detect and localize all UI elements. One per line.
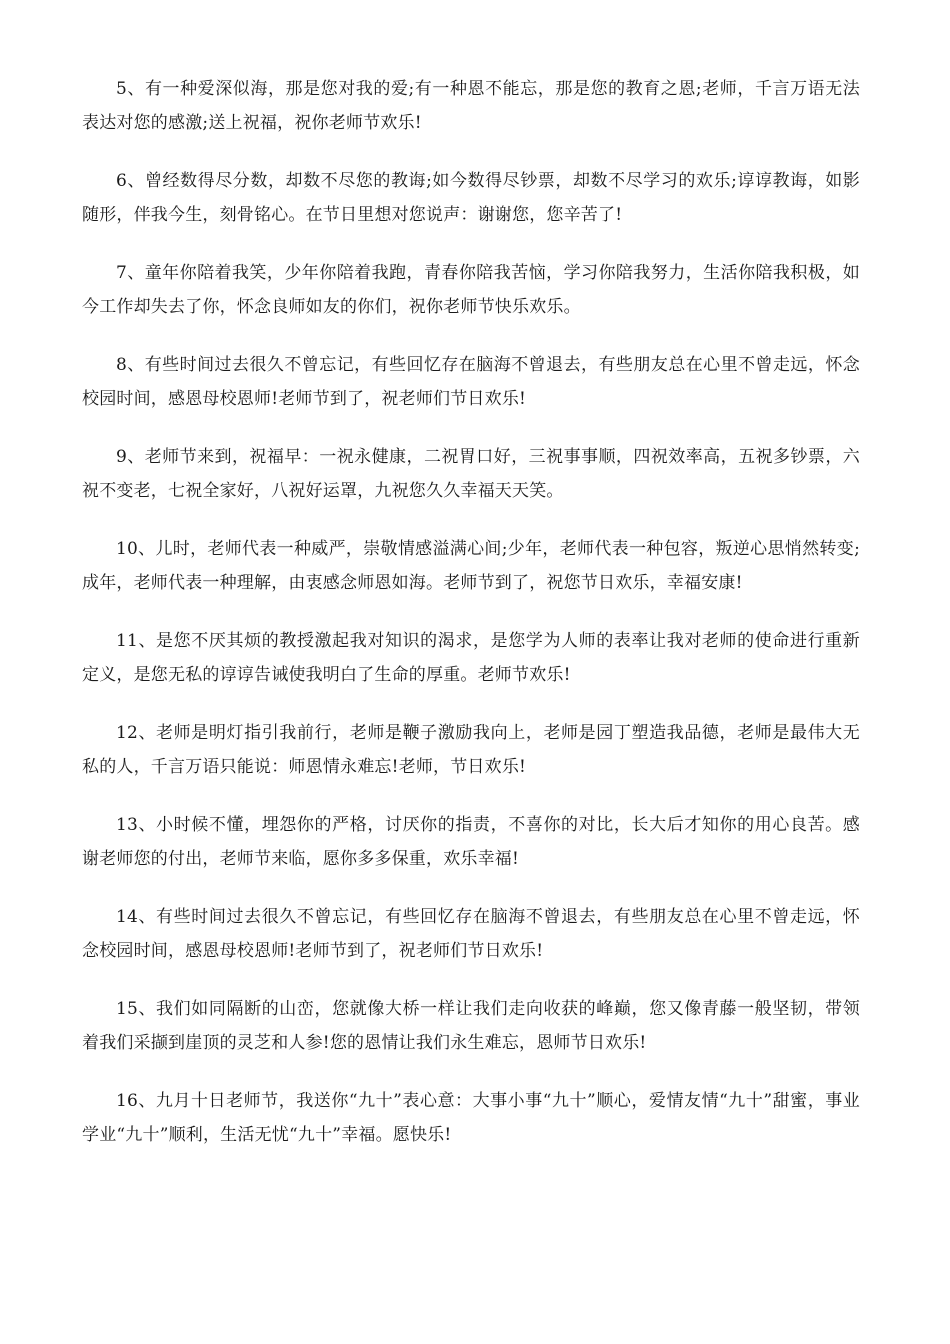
paragraph-13: 13、小时候不懂，埋怨你的严格，讨厌你的指责，不喜你的对比，长大后才知你的用心良苦。感谢老师您的付出，老师节来临，愿你多多保重，欢乐幸福! [82,815,860,869]
paragraph-6: 6、曾经数得尽分数，却数不尽您的教诲;如今数得尽钞票，却数不尽学习的欢乐;谆谆教诲，如影随形，伴我今生，刻骨铭心。在节日里想对您说声：谢谢您，您辛苦了! [82,171,860,225]
paragraph-12: 12、老师是明灯指引我前行，老师是鞭子激励我向上，老师是园丁塑造我品德，老师是最伟大无私的人，千言万语只能说：师恩情永难忘!老师，节日欢乐! [82,723,860,777]
paragraph-9: 9、老师节来到，祝福早：一祝永健康，二祝胃口好，三祝事事顺，四祝效率高，五祝多钞票，六祝不变老，七祝全家好，八祝好运罩，九祝您久久幸福天天笑。 [82,447,860,501]
paragraph-15: 15、我们如同隔断的山峦，您就像大桥一样让我们走向收获的峰巅，您又像青藤一般坚韧，带领着我们采撷到崖顶的灵芝和人参!您的恩情让我们永生难忘，恩师节日欢乐! [82,999,860,1053]
paragraph-11: 11、是您不厌其烦的教授激起我对知识的渴求，是您学为人师的表率让我对老师的使命进行重新定义，是您无私的谆谆告诫使我明白了生命的厚重。老师节欢乐! [82,631,860,685]
paragraph-8: 8、有些时间过去很久不曾忘记，有些回忆存在脑海不曾退去，有些朋友总在心里不曾走远，怀念校园时间，感恩母校恩师!老师节到了，祝老师们节日欢乐! [82,355,860,409]
paragraph-10: 10、儿时，老师代表一种威严，崇敬情感溢满心间;少年，老师代表一种包容，叛逆心思悄然转变;成年，老师代表一种理解，由衷感念师恩如海。老师节到了，祝您节日欢乐，幸福安康! [82,539,860,593]
paragraph-16: 16、九月十日老师节，我送你“九十”表心意：大事小事“九十”顺心，爱情友情“九十”甜蜜，事业学业“九十”顺利，生活无忧“九十”幸福。愿快乐! [82,1091,860,1145]
paragraph-7: 7、童年你陪着我笑，少年你陪着我跑，青春你陪我苦恼，学习你陪我努力，生活你陪我积极，如今工作却失去了你，怀念良师如友的你们，祝你老师节快乐欢乐。 [82,263,860,317]
paragraph-14: 14、有些时间过去很久不曾忘记，有些回忆存在脑海不曾退去，有些朋友总在心里不曾走远，怀念校园时间，感恩母校恩师!老师节到了，祝老师们节日欢乐! [82,907,860,961]
paragraph-5: 5、有一种爱深似海，那是您对我的爱;有一种恩不能忘，那是您的教育之恩;老师，千言万语无法表达对您的感激;送上祝福，祝你老师节欢乐! [82,79,860,133]
